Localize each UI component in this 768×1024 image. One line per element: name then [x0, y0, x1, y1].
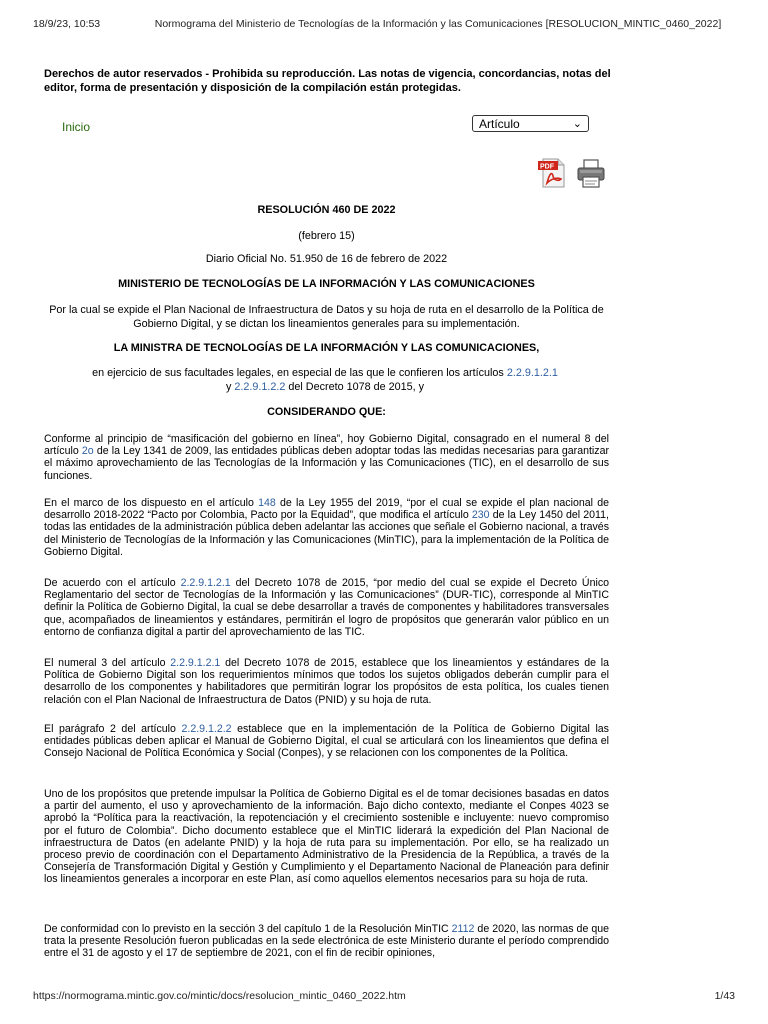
print-page-title: Normograma del Ministerio de Tecnologías de la Información y las Comunicaciones [RESOLUCION_MINTIC_0460_2022]	[154, 18, 722, 30]
authority-heading: LA MINISTRA DE TECNOLOGÍAS DE LA INFORMACIÓN Y LAS COMUNICACIONES,	[113, 342, 540, 354]
p5-text-a: El parágrafo 2 del artículo	[44, 723, 182, 735]
p7-text-a: De conformidad con lo previsto en la sección 3 del capítulo 1 de la Resolución MinTIC	[44, 923, 452, 935]
article-link-22912-1[interactable]: 2.2.9.1.2.1	[506, 367, 558, 379]
pdf-icon[interactable]	[537, 157, 569, 189]
print-timestamp: 18/9/23, 10:53	[33, 18, 101, 30]
p1-text-a: Conforme al principio de “masificación del gobierno en línea”, hoy Gobierno Digital, consagrado en el numeral 8 del artículo	[44, 433, 609, 458]
print-footer	[33, 990, 735, 1004]
article-link-22912-1-b[interactable]: 2.2.9.1.2.1	[180, 577, 231, 589]
article-link-22912-2[interactable]: 2.2.9.1.2.2	[234, 380, 286, 393]
p3-text-b: del Decreto 1078 de 2015, “por medio del cual se expide el Decreto Único Reglamentario del sector de Tecnologías de la Información y las Comunicaciones” (DUR-TIC), corresponde al MinTIC definir la Política de Gobierno Digital, la cual se debe desarrollar a través de componentes y habilitadores transversales que, acompañados de lineamientos y estándares, permitirán el logro de propósitos que generarán valor público en un entorno de confianza digital a partir del aprovechamiento de las TIC.	[44, 577, 610, 638]
resolution-summary: Por la cual se expide el Plan Nacional de Infraestructura de Datos y su hoja de ruta en el desarrollo de la Política de Gobierno Digital, y se dictan los lineamientos generales para su implementación.	[49, 304, 604, 330]
paragraph-4	[44, 657, 609, 706]
article-link-230[interactable]: 230	[471, 509, 490, 522]
article-select[interactable]	[472, 115, 589, 132]
article-link-2o[interactable]: 2o	[81, 445, 94, 458]
paragraph-7	[44, 923, 609, 960]
p2-text-a: En el marco de los dispuesto en el artículo	[44, 497, 259, 509]
p4-text-a: El numeral 3 del artículo	[44, 657, 171, 669]
p3-text-a: De acuerdo con el artículo	[44, 577, 181, 589]
p7-text-b: de 2020, las normas de que trata la presente Resolución fueron publicadas en la sede electrónica de este Ministerio durante el período comprendido entre el 31 de agosto y el 17 de septiembre de 2021, con el fin de recibir opiniones,	[44, 923, 609, 960]
paragraph-6: Uno de los propósitos que pretende impulsar la Política de Gobierno Digital es el de tomar decisiones basadas en datos a partir del aumento, el uso y aprovechamiento de la información. Bajo dicho contexto, mediante el Conpes 4023 se aprobó la “Política para la reactivación, la repotenciación y el crecimiento sostenible e incluyente: nuevo compromiso por el futuro de Colombia”. Dicho documento establece que el MinTIC liderará la expedición del Plan Nacional de infraestructura de Datos (en adelante PNID) y la hoja de ruta para su implementación. Por ello, se ha realizado un proceso previo de coordinación con el Departamento Administrativo de la Presidencia de la República, a través de la Consejería de Transformación Digital y Gestión y Cumplimiento y el Departamento Nacional de Planeación para definir los lineamientos generales a incorporar en este Plan, así como aquellos elementos necesarios para su hoja de ruta.	[44, 788, 609, 886]
print-url: https://normograma.mintic.gov.co/mintic/docs/resolucion_mintic_0460_2022.htm	[33, 990, 406, 1002]
p2-text-b: de la Ley 1955 del 2019, “por el cual se expide el plan nacional de desarrollo 2018-2022 “Pacto por Colombia, Pacto por la Equidad”, que modifica el artículo	[44, 497, 609, 522]
p5-text-b: establece que en la implementación de la Política de Gobierno Digital las entidades públicas deben aplicar el Manual de Gobierno Digital, el cual se articulará con los lineamientos que defina el Consejo Nacional de Política Económica y Social (Conpes), y se relacionen con los componentes de la Política.	[44, 723, 609, 760]
powers-text	[90, 367, 560, 394]
resolution-date: (febrero 15)	[298, 230, 355, 242]
article-link-22912-1-c[interactable]: 2.2.9.1.2.1	[170, 657, 221, 669]
article-link-148[interactable]: 148	[258, 497, 276, 509]
paragraph-5	[44, 723, 609, 760]
resolution-title: RESOLUCIÓN 460 DE 2022	[257, 204, 396, 216]
article-select-value: Artículo	[479, 117, 520, 131]
ministry-heading: MINISTERIO DE TECNOLOGÍAS DE LA INFORMACIÓN Y LAS COMUNICACIONES	[118, 278, 535, 290]
chevron-down-icon: ⌄	[572, 118, 582, 130]
considerando-heading: CONSIDERANDO QUE:	[267, 406, 386, 418]
p4-text-b: del Decreto 1078 de 2015, establece que los lineamientos y estándares de la Política de Gobierno Digital son los requerimientos mínimos que todos los sujetos obligados deberán cumplir para el desarrollo de los componentes y habilitadores que permitirán lograr los propósitos de esta política, los cuales tienen relación con el Plan Nacional de Infraestructura de Datos (PNID) y su hoja de ruta.	[44, 657, 609, 706]
paragraph-2	[44, 497, 609, 558]
print-page-number: 1/43	[714, 990, 735, 1002]
printer-icon[interactable]	[576, 157, 606, 189]
inicio-link[interactable]: Inicio	[62, 120, 91, 134]
powers-pre: en ejercicio de sus facultades legales, en especial de las que le confieren los artículos	[92, 367, 507, 379]
copyright-notice: Derechos de autor reservados - Prohibida su reproducción. Las notas de vigencia, concordancias, notas del editor, forma de presentación y disposición de la compilación están protegidas.	[44, 68, 611, 94]
article-link-22912-2-b[interactable]: 2.2.9.1.2.2	[181, 723, 232, 735]
paragraph-3	[44, 577, 609, 638]
powers-post: del Decreto 1078 de 2015, y	[285, 380, 425, 393]
diario-oficial: Diario Oficial No. 51.950 de 16 de febrero de 2022	[205, 253, 448, 265]
print-header	[33, 18, 735, 32]
resolution-link-2112[interactable]: 2112	[451, 923, 475, 935]
p2-text-c: de la Ley 1450 del 2011, todas las entidades de la administración pública deben adelantar las acciones que señale el Gobierno nacional, a través del Ministerio de Tecnologías de la Información y las Comunicaciones (MinTIC), para la implementación de la Política de Gobierno Digital.	[44, 509, 610, 558]
p1-text-b: de la Ley 1341 de 2009, las entidades públicas deben adoptar todas las medidas necesarias para garantizar el máximo aprovechamiento de las Tecnologías de la Información y las Comunicaciones (TIC), en el desarrollo de sus funciones.	[44, 445, 609, 482]
paragraph-1	[44, 433, 609, 482]
svg-text:PDF: PDF	[540, 163, 554, 171]
powers-mid: y	[225, 380, 235, 393]
